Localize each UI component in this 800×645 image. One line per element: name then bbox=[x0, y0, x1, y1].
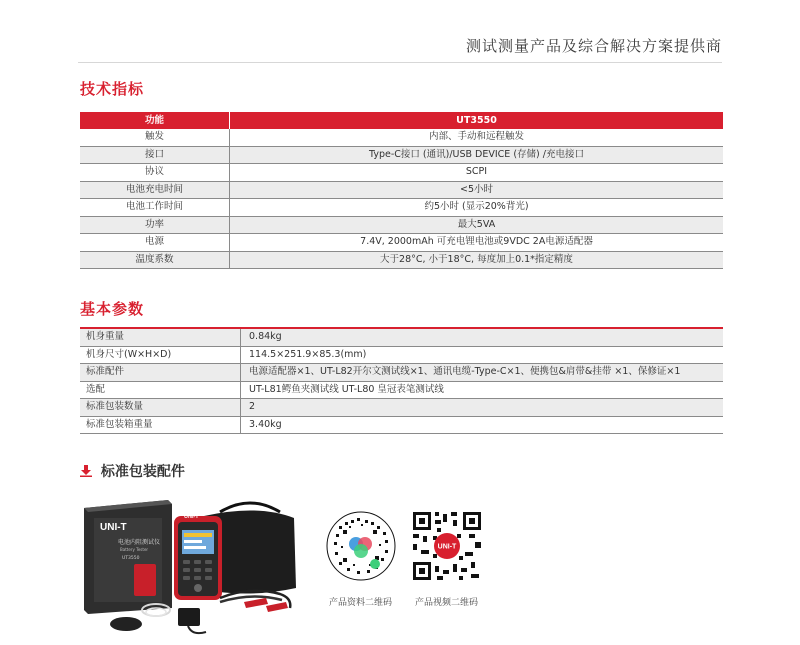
download-icon bbox=[80, 465, 92, 477]
spec-label: 电池工作时间 bbox=[80, 199, 230, 217]
box-subtitle: Battery Tester bbox=[120, 547, 149, 552]
table-row bbox=[80, 199, 723, 217]
spec-label: 接口 bbox=[80, 146, 230, 164]
spec-label: 电池充电时间 bbox=[80, 181, 230, 199]
param-label: 机身重量 bbox=[80, 328, 241, 346]
params-section-title: 基本参数 bbox=[80, 300, 145, 318]
param-value: 0.84kg bbox=[241, 328, 724, 346]
param-value: UT-L81鳄鱼夹测试线 UT-L80 皇冠表笔测试线 bbox=[241, 381, 724, 399]
spec-section-title: 技术指标 bbox=[80, 80, 145, 98]
table-row bbox=[80, 381, 723, 399]
spec-value: 约5小时 (显示20%背光) bbox=[230, 199, 724, 217]
box-model: UT3550 bbox=[122, 556, 140, 561]
table-row bbox=[80, 181, 723, 199]
header-divider bbox=[78, 62, 722, 63]
spec-value: Type-C接口 (通讯)/USB DEVICE (存储) /充电接口 bbox=[230, 146, 724, 164]
box-title: 电池内阻测试仪 bbox=[118, 539, 161, 546]
spec-value: 内部、手动和远程触发 bbox=[230, 129, 724, 146]
product-info-qr-caption: 产品资料二维码 bbox=[328, 598, 392, 608]
spec-table-header bbox=[80, 112, 723, 129]
param-label: 标准配件 bbox=[80, 364, 241, 382]
product-package-photo bbox=[80, 490, 302, 640]
spec-label: 电源 bbox=[80, 234, 230, 252]
accessories-title bbox=[80, 461, 185, 481]
param-value: 114.5×251.9×85.3(mm) bbox=[241, 346, 724, 364]
box-brand: UNI-T bbox=[100, 522, 127, 533]
param-label: 标准包装箱重量 bbox=[80, 416, 241, 434]
params-table bbox=[80, 327, 723, 434]
product-video-qr-block bbox=[409, 510, 484, 608]
table-row bbox=[80, 234, 723, 252]
spec-label: 功率 bbox=[80, 216, 230, 234]
accessories-title-text: 标准包装配件 bbox=[100, 464, 185, 480]
spec-header-model: UT3550 bbox=[230, 112, 724, 129]
table-row bbox=[80, 364, 723, 382]
param-value: 电源适配器×1、UT-L82开尔文测试线×1、通讯电缆-Type-C×1、便携包&肩带&挂带 ×1、保修证×1 bbox=[241, 364, 724, 382]
spec-value: 7.4V, 2000mAh 可充电锂电池或9VDC 2A电源适配器 bbox=[230, 234, 724, 252]
table-row bbox=[80, 129, 723, 146]
spec-label: 触发 bbox=[80, 129, 230, 146]
table-row bbox=[80, 164, 723, 182]
param-value: 2 bbox=[241, 399, 724, 417]
param-label: 标准包装数量 bbox=[80, 399, 241, 417]
product-info-qr-code[interactable] bbox=[325, 510, 397, 582]
spec-value: SCPI bbox=[230, 164, 724, 182]
product-video-qr-caption: 产品视频二维码 bbox=[414, 598, 478, 608]
meter-brand: UNI-T bbox=[184, 514, 199, 520]
tagline: 测试测量产品及综合解决方案提供商 bbox=[465, 37, 722, 55]
param-label: 机身尺寸(W×H×D) bbox=[80, 346, 241, 364]
table-row bbox=[80, 216, 723, 234]
spec-value: 最大5VA bbox=[230, 216, 724, 234]
table-row bbox=[80, 251, 723, 269]
spec-table bbox=[80, 112, 723, 269]
spec-header-function: 功能 bbox=[80, 112, 230, 129]
table-row bbox=[80, 146, 723, 164]
product-info-qr-block bbox=[323, 510, 398, 608]
spec-value: 大于28°C, 小于18°C, 每度加上0.1*指定精度 bbox=[230, 251, 724, 269]
param-label: 选配 bbox=[80, 381, 241, 399]
video-qr-logo: UNI-T bbox=[437, 543, 456, 551]
spec-value: <5小时 bbox=[230, 181, 724, 199]
table-row bbox=[80, 416, 723, 434]
product-video-qr-code[interactable] bbox=[411, 510, 483, 582]
spec-label: 协议 bbox=[80, 164, 230, 182]
table-row bbox=[80, 346, 723, 364]
table-row bbox=[80, 399, 723, 417]
table-row bbox=[80, 328, 723, 346]
spec-label: 温度系数 bbox=[80, 251, 230, 269]
param-value: 3.40kg bbox=[241, 416, 724, 434]
